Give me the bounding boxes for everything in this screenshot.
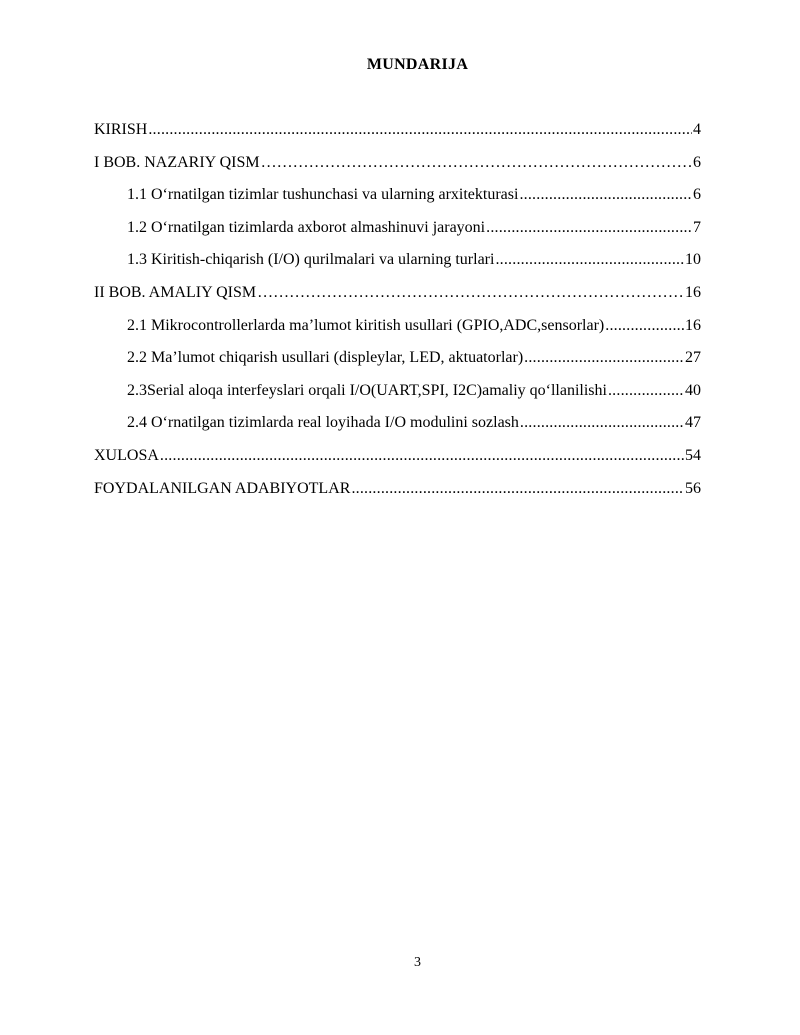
toc-entry-section-2-2 [94,346,701,379]
toc-entry-page: 6 [693,153,701,171]
dot-leader [148,118,692,142]
dot-leader [257,281,684,305]
dot-leader [160,444,684,468]
dot-leader [520,411,684,435]
toc-entry-label: 1.3 Kiritish-chiqarish (I/O) qurilmalari va ularning turlari [127,251,495,269]
toc-entry-label: 2.3Serial aloqa interfeyslari orqali I/O(UART,SPI, I2C)amaliy qo‘llanilishi [127,381,607,399]
toc-entry-page: 47 [685,414,701,432]
dot-leader [524,346,684,370]
toc-entry-label: FOYDALANILGAN ADABIYOTLAR [94,479,351,497]
table-of-contents [94,118,701,509]
document-title: MUNDARIJA [366,56,469,73]
toc-entry-page: 54 [685,446,701,464]
toc-entry-kirish [94,118,701,151]
toc-entry-page: 16 [685,283,701,301]
toc-entry-page: 16 [685,316,701,334]
toc-entry-page: 40 [685,381,701,399]
toc-entry-section-1-3 [94,248,701,281]
toc-entry-section-2-1 [94,314,701,347]
toc-entry-label: 2.1 Mikrocontrollerlarda ma’lumot kiritish usullari (GPIO,ADC,sensorlar) [127,316,605,334]
toc-entry-section-1-1 [94,183,701,216]
toc-entry-label: 2.4 O‘rnatilgan tizimlarda real loyihada I/O modulini sozlash [127,414,519,432]
toc-entry-page: 6 [693,186,701,204]
toc-entry-section-2-3 [94,379,701,412]
toc-entry-label: 1.1 O‘rnatilgan tizimlar tushunchasi va ularning arxitekturasi [127,186,519,204]
dot-leader [486,216,692,240]
toc-entry-chapter-1 [94,151,701,184]
toc-entry-label: II BOB. AMALIY QISM [94,283,257,301]
toc-entry-label: 1.2 O‘rnatilgan tizimlarda axborot almashinuvi jarayoni [127,218,486,236]
toc-entry-label: XULOSA [94,446,159,464]
toc-entry-label: 2.2 Ma’lumot chiqarish usullari (displeylar, LED, aktuatorlar) [127,349,524,367]
toc-entry-references [94,477,701,510]
dot-leader [351,477,684,501]
toc-entry-page: 10 [685,251,701,269]
toc-entry-page: 7 [693,218,701,236]
toc-entry-label: KIRISH [94,121,148,138]
toc-entry-section-1-2 [94,216,701,249]
toc-entry-xulosa [94,444,701,477]
page-number: 3 [414,955,421,970]
toc-entry-page: 56 [685,479,701,497]
toc-entry-section-2-4 [94,411,701,444]
toc-entry-label: I BOB. NAZARIY QISM [94,153,260,171]
dot-leader [605,314,684,338]
dot-leader [261,151,692,175]
toc-entry-page: 4 [693,121,701,138]
dot-leader [519,183,692,207]
dot-leader [495,248,684,272]
toc-entry-page: 27 [685,349,701,367]
toc-entry-chapter-2 [94,281,701,314]
dot-leader [608,379,684,403]
